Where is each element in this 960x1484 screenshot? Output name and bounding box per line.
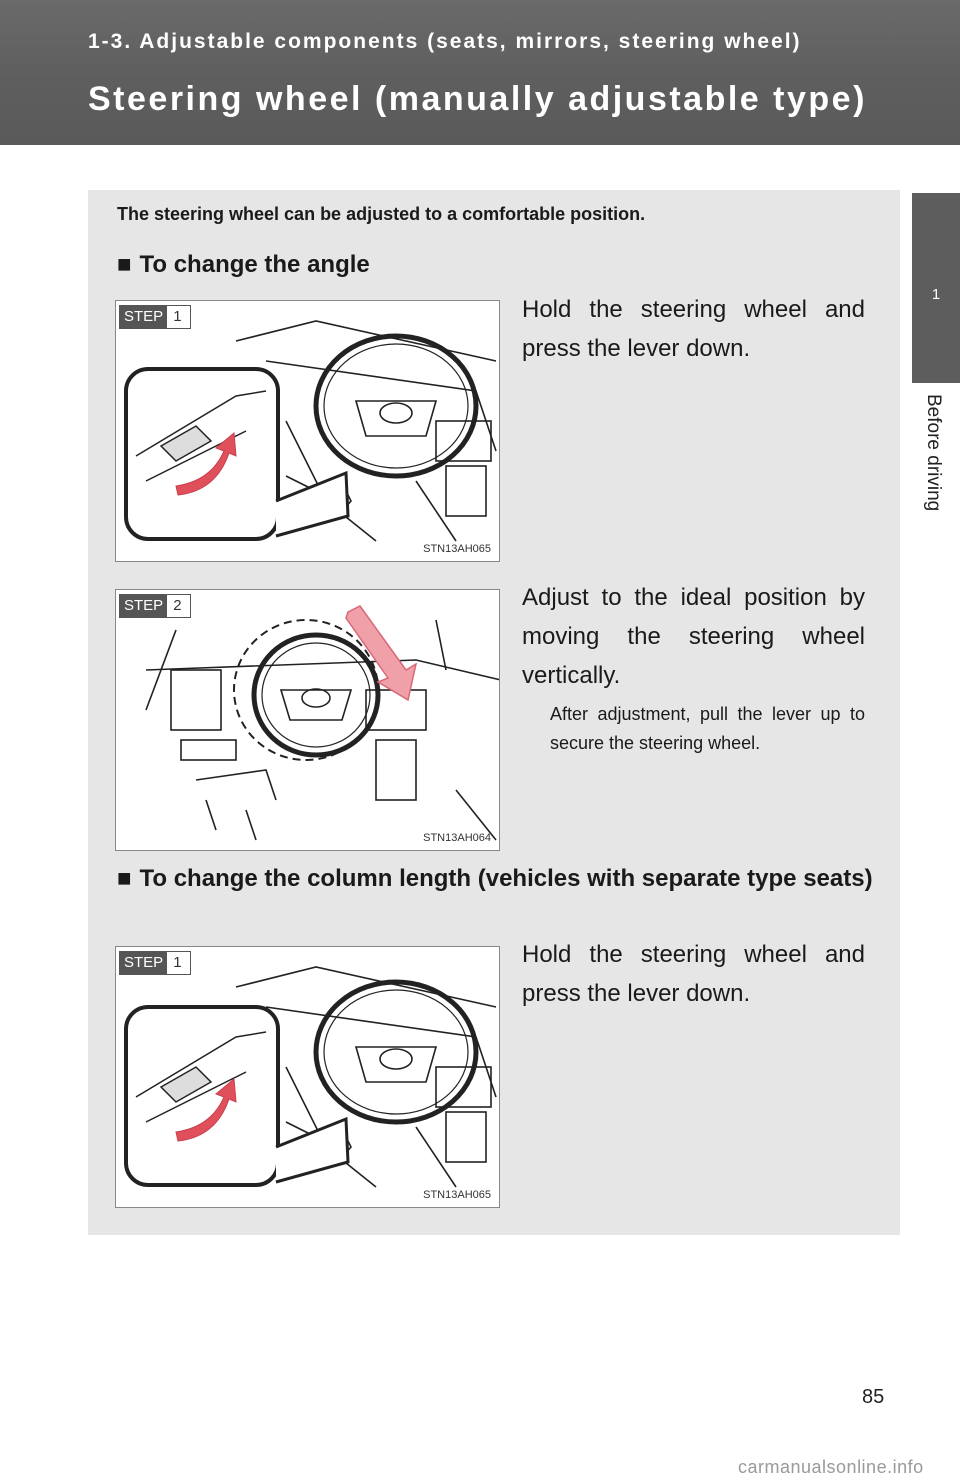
bullet-square: ■ [117, 251, 132, 278]
intro-text: The steering wheel can be adjusted to a comfortable position. [117, 204, 646, 224]
figure-step1-angle [115, 300, 500, 562]
step-badge: STEP 2 [119, 594, 191, 618]
section-heading-angle: ■ To change the angle [117, 251, 370, 278]
figure-step2-angle [115, 589, 500, 851]
chapter-tab-label: Before driving [923, 394, 944, 512]
section-heading-column-length: ■ To change the column length (vehicles with separate type seats) [117, 865, 873, 892]
figure-code: STN13AH064 [423, 832, 491, 844]
figure-code: STN13AH065 [423, 1189, 491, 1201]
page-title: Steering wheel (manually adjustable type) [88, 80, 867, 118]
header-bar [0, 0, 960, 145]
bullet-square: ■ [117, 865, 132, 892]
section-title: 1-3. Adjustable components (seats, mirrors, steering wheel) [88, 30, 802, 53]
figure-code: STN13AH065 [423, 543, 491, 555]
step2-angle-text: Adjust to the ideal position by moving the steering wheel vertically. [522, 584, 865, 689]
watermark: carmanualsonline.info [738, 1457, 924, 1477]
step1-column-text: Hold the steering wheel and press the lever down. [522, 941, 865, 1007]
steering-lever-illustration [116, 301, 500, 562]
steering-tilt-illustration [116, 590, 500, 851]
page-number: 85 [862, 1386, 885, 1408]
figure-step1-column [115, 946, 500, 1208]
step1-angle-text: Hold the steering wheel and press the lever down. [522, 296, 865, 362]
step-badge: STEP 1 [119, 951, 191, 975]
step2-note-text: After adjustment, pull the lever up to secure the steering wheel. [550, 704, 865, 753]
chapter-tab-number: 1 [931, 286, 941, 303]
step-badge: STEP 1 [119, 305, 191, 329]
steering-lever-illustration [116, 947, 500, 1208]
